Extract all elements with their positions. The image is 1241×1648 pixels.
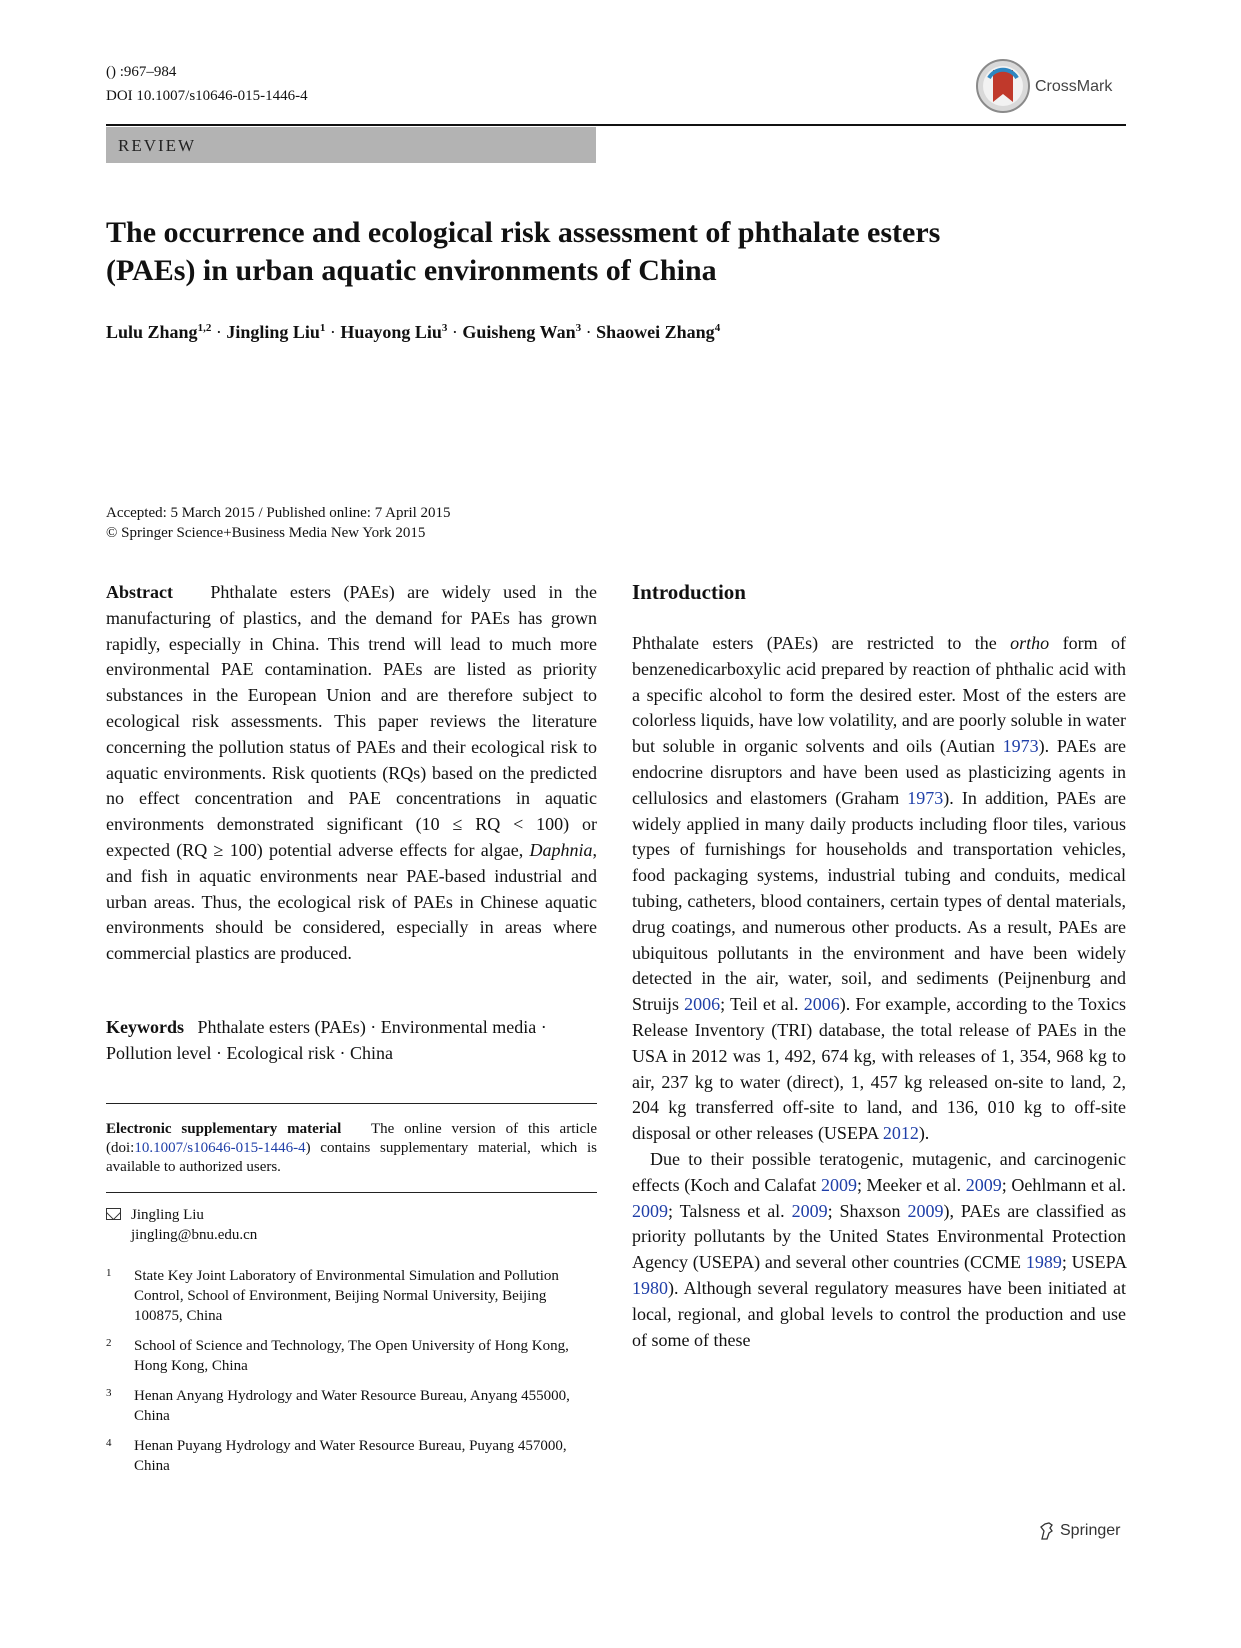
citation-link[interactable]: 2009 xyxy=(965,1174,1002,1195)
author-separator: · xyxy=(329,322,336,342)
publisher-logo xyxy=(1037,1521,1120,1541)
intro-text: form of benzenedicarboxylic acid prepared by reaction of phthalic acid with a specific alcohol to form the desired ester. Most of the esters are colorless liquids, have low volatility, and are poorly soluble in water but soluble in organic solvents and oils (Autian xyxy=(632,633,1126,757)
mail-icon xyxy=(106,1208,121,1220)
accepted-published: Accepted: 5 March 2015 / Published online: 7 April 2015 xyxy=(106,505,451,521)
crossmark-icon xyxy=(975,58,1031,114)
citation-link[interactable]: 2006 xyxy=(803,994,840,1015)
divider xyxy=(106,1192,597,1193)
affiliation: 2 School of Science and Technology, The Open University of Hong Kong, Hong Kong, China xyxy=(106,1337,569,1374)
intro-paragraph-2 xyxy=(632,1147,1126,1353)
intro-text: Due to their possible teratogenic, mutagenic, and carcinogenic effects (Koch and Calafat xyxy=(632,1148,1126,1195)
intro-text: ; USEPA xyxy=(1061,1252,1126,1273)
keywords xyxy=(106,1015,597,1067)
author[interactable]: Jingling Liu$^1$ xyxy=(226,322,326,342)
copyright: © Springer Science+Business Media New York 2015 xyxy=(106,525,426,541)
doi[interactable]: DOI 10.1007/s10646-015-1446-4 xyxy=(106,88,308,104)
intro-text: ). In addition, PAEs are widely applied in many daily products including floor tiles, various types of furnishings for households and transportation vehicles, food packaging systems, industrial tubing and conduits, medical tubing, catheters, blood containers, certain types of dental materials, drug coatings, and numerous other products. As a result, PAEs are ubiquitous pollutants in the environment and have been widely detected in the air, water, soil, and sediments (Peijnenburg and Struijs xyxy=(632,787,1126,1015)
author[interactable]: Guisheng Wan$^3$ xyxy=(462,322,582,342)
esm-label: Electronic supplementary material xyxy=(106,1121,342,1137)
author-separator: · xyxy=(585,322,592,342)
citation-link[interactable]: 2009 xyxy=(791,1200,828,1221)
affiliation: 3 Henan Anyang Hydrology and Water Resource Bureau, Anyang 455000, China xyxy=(106,1387,570,1424)
contact-name: Jingling Liu xyxy=(131,1207,204,1223)
affiliations xyxy=(106,1266,597,1486)
title-line-2: (PAEs) in urban aquatic environments of China xyxy=(106,254,717,287)
intro-text: ; Teil et al. xyxy=(720,994,804,1015)
keywords-label: Keywords xyxy=(106,1017,184,1037)
supplementary-note: Electronic supplementary material The online version of this article (doi:10.1007/s10646-015-1446-4) contains supplementary material, which is available to authorized users. xyxy=(106,1121,598,1175)
author[interactable]: Lulu Zhang$^{1,2}$ xyxy=(106,322,212,342)
esm-doi-link[interactable]: 10.1007/s10646-015-1446-4 xyxy=(134,1140,306,1156)
abstract-italic: Daphnia xyxy=(529,839,593,860)
citation-link[interactable]: 2009 xyxy=(820,1174,857,1195)
section-band xyxy=(106,127,596,163)
section-heading: Introduction xyxy=(632,580,746,604)
introduction-body xyxy=(632,631,1126,1353)
intro-text: ; Talsness et al. xyxy=(668,1200,792,1221)
citation-link[interactable]: 1989 xyxy=(1025,1252,1062,1273)
crossmark-badge[interactable] xyxy=(975,58,1125,114)
author[interactable]: Shaowei Zhang$^4$ xyxy=(596,322,721,342)
publisher-name: Springer xyxy=(1060,1522,1121,1540)
author-separator: · xyxy=(451,322,458,342)
citation-link[interactable]: 1980 xyxy=(632,1277,668,1298)
citation-link[interactable]: 2009 xyxy=(632,1200,668,1221)
intro-text: ; Shaxson xyxy=(827,1200,908,1221)
section-label: REVIEW xyxy=(118,136,197,155)
abstract-text: Phthalate esters (PAEs) are widely used in the manufacturing of plastics, and the demand for PAEs has grown rapidly, especially in China. This trend will lead to much more environmental PAE contamination. PAEs are listed as priority substances in the European Union and are therefore subject to ecological risk assessments. This paper reviews the literature concerning the pollution status of PAEs and their ecological risk to aquatic environments. Risk quotients (RQs) based on the predicted no effect concentration and PAE concentrations in aquatic environments demonstrated significant (10 ≤ RQ < 100) or expected (RQ ≥ 100) potential adverse effects for algae, xyxy=(106,582,598,860)
author[interactable]: Huayong Liu$^3$ xyxy=(340,322,448,342)
publication-dates xyxy=(106,503,451,543)
contact-email[interactable]: jingling@bnu.edu.cn xyxy=(131,1227,258,1243)
intro-text: ). For example, according to the Toxics Release Inventory (TRI) database, the total release of PAEs in the USA in 2012 was 1, 492, 674 kg, with releases of 1, 354, 968 kg to air, 237 kg to water (direct), 1, 457 kg released on-site to land, 2, 204 kg transferred off-site to land, and 136, 010 kg to off-site disposal or other releases (USEPA xyxy=(632,994,1126,1144)
divider xyxy=(106,1103,597,1104)
author-list xyxy=(106,322,720,343)
citation-link[interactable]: 2006 xyxy=(684,994,721,1015)
abstract xyxy=(106,580,597,967)
citation-link[interactable]: 2009 xyxy=(907,1200,944,1221)
intro-text: ). xyxy=(918,1123,930,1144)
intro-paragraph-1 xyxy=(632,631,1126,1147)
article-title xyxy=(106,214,1126,290)
intro-text: ). Although several regulatory measures have been initiated at local, regional, and global levels to control the production and use of some of these xyxy=(632,1277,1126,1350)
intro-text: Phthalate esters (PAEs) are restricted to the xyxy=(632,633,1011,653)
intro-text: ), PAEs are classified as priority pollutants by the United States Environmental Protection Agency (USEPA) and several other countries (CCME xyxy=(632,1200,1126,1273)
affiliation: 1 State Key Joint Laboratory of Environmental Simulation and Pollution Control, School of Environment, Beijing Normal University, Beijing 100875, China xyxy=(106,1267,559,1324)
keywords-text: Phthalate esters (PAEs) · Environmental media · Pollution level · Ecological risk · China xyxy=(106,1017,547,1063)
abstract-text-end: , and fish in aquatic environments near PAE-based industrial and urban areas. Thus, the ecological risk of PAEs in Chinese aquatic environments should be considered, especially in areas where commercial plastics are produced. xyxy=(106,839,597,964)
header-rule xyxy=(106,124,1126,126)
abstract-label: Abstract xyxy=(106,582,173,602)
intro-text: ortho xyxy=(1010,633,1050,653)
corresponding-author xyxy=(106,1205,257,1245)
citation-link[interactable]: 1973 xyxy=(1002,736,1039,757)
intro-text: ; Oehlmann et al. xyxy=(1001,1174,1126,1195)
affiliation: 4 Henan Puyang Hydrology and Water Resource Bureau, Puyang 457000, China xyxy=(106,1437,567,1474)
springer-horse-icon xyxy=(1037,1521,1057,1541)
intro-text: ). PAEs are endocrine disruptors and have been used as plasticizing agents in cellulosics and elastomers (Graham xyxy=(632,736,1126,808)
journal-issue: () :967–984 xyxy=(106,64,177,80)
title-line-1: The occurrence and ecological risk assessment of phthalate esters xyxy=(106,216,941,249)
intro-text: ; Meeker et al. xyxy=(856,1174,966,1195)
citation-link[interactable]: 2012 xyxy=(882,1123,919,1144)
crossmark-label: CrossMark xyxy=(1035,78,1113,95)
author-separator: · xyxy=(215,322,222,342)
citation-link[interactable]: 1973 xyxy=(907,787,944,808)
